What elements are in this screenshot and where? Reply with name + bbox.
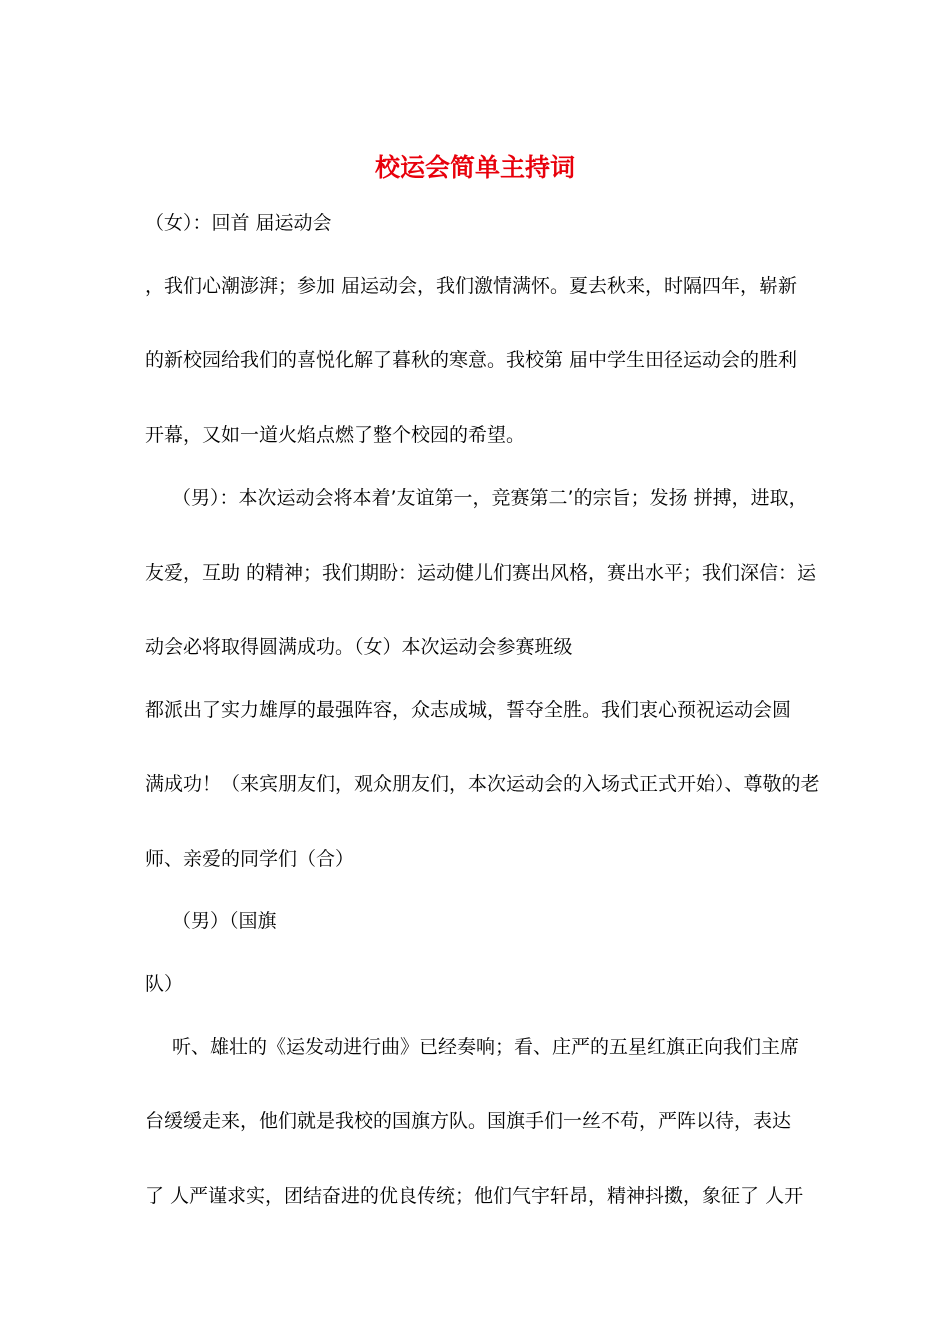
text-line-15: 了 人严谨求实，团结奋进的优良传统；他们气宇轩昂，精神抖擞，象征了 人开 — [145, 1185, 804, 1207]
text-line-9: 满成功！（来宾朋友们，观众朋友们，本次运动会的入场式正式开始）、尊敬的老 — [145, 773, 820, 795]
text-line-10: 师、亲爱的同学们（合） — [145, 848, 355, 870]
text-line-11: （男）（国旗 — [172, 910, 277, 932]
text-line-2: ，我们心潮澎湃；参加 届运动会，我们激情满怀。夏去秋来，时隔四年，崭新 — [145, 275, 798, 297]
text-line-7: 动会必将取得圆满成功。（女）本次运动会参赛班级 — [145, 636, 573, 658]
text-line-3: 的新校园给我们的喜悦化解了暮秋的寒意。我校第 届中学生田径运动会的胜利 — [145, 349, 798, 371]
text-line-14: 台缓缓走来，他们就是我校的国旗方队。国旗手们一丝不苟，严阵以待，表达 — [145, 1110, 792, 1132]
text-line-4: 开幕，又如一道火焰点燃了整个校园的希望。 — [145, 424, 526, 446]
text-line-1: （女）：回首 届运动会 — [145, 212, 332, 234]
text-line-5: （男）：本次运动会将本着’友谊第一，竞赛第二’的宗旨；发扬 拼搏，进取， — [172, 487, 808, 509]
text-line-13: 听、雄壮的《运发动进行曲》已经奏响；看、庄严的五星红旗正向我们主席 — [172, 1036, 800, 1058]
text-line-8: 都派出了实力雄厚的最强阵容，众志成城，誓夺全胜。我们衷心预祝运动会圆 — [145, 699, 792, 721]
text-line-12: 队） — [145, 973, 184, 995]
text-line-6: 友爱，互助 的精神；我们期盼：运动健儿们赛出风格，赛出水平；我们深信：运 — [145, 562, 817, 584]
document-title: 校运会简单主持词 — [374, 153, 575, 182]
